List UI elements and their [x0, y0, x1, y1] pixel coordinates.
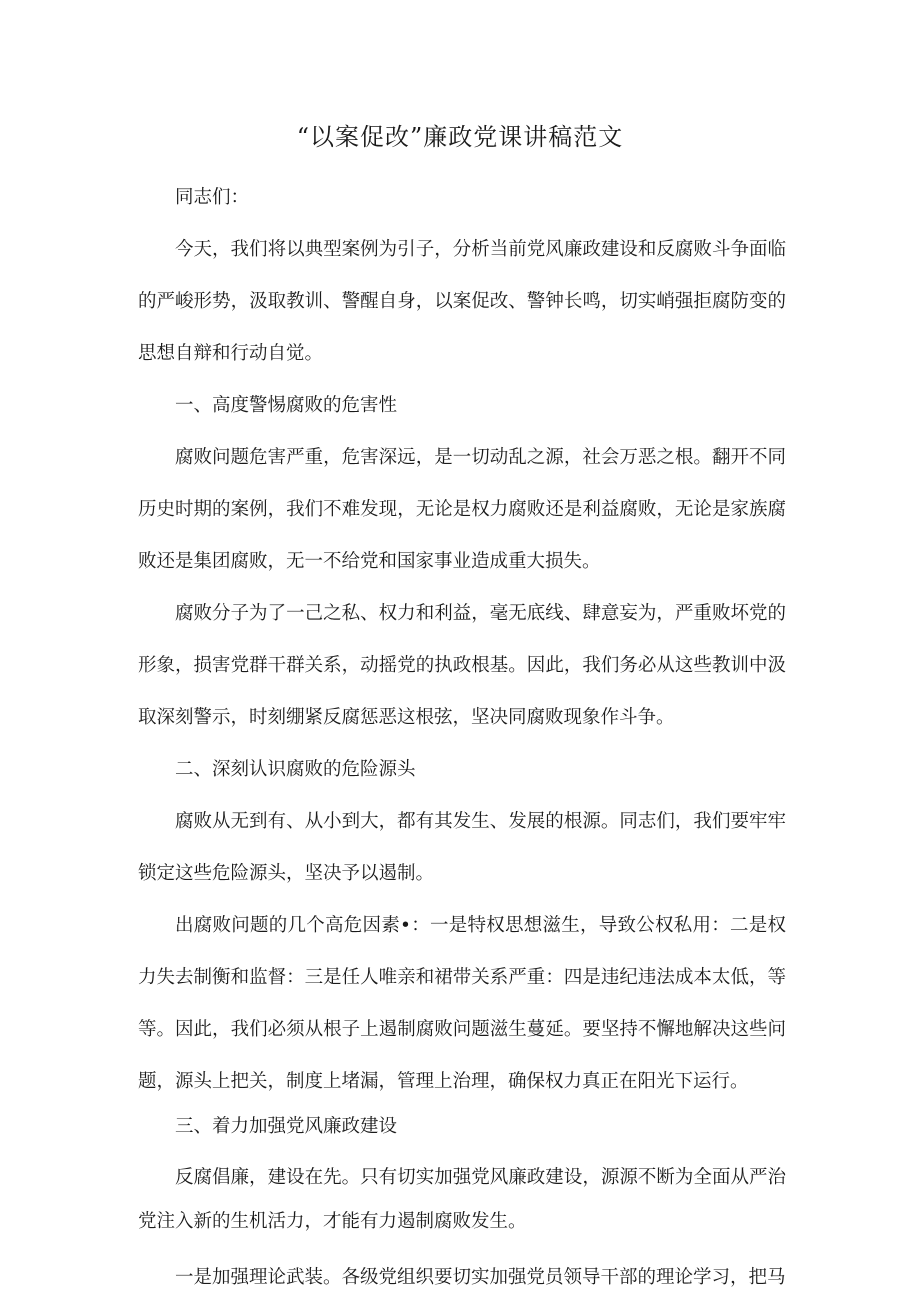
document-body: [138, 172, 786, 1304]
section-1-paragraph-1: 腐败问题危害严重，危害深远，是一切动乱之源，社会万恶之根。翻开不同历史时期的案例，我们不难发现，无论是权力腐败还是利益腐败，无论是家族腐败还是集团腐败，无一不给党和国家事业造成重大损失。: [138, 447, 786, 572]
section-1-heading: 一、高度警惕腐败的危害性: [175, 395, 398, 416]
section-3-heading: 三、着力加强党风廉政建设: [175, 1116, 398, 1137]
section-2-paragraph-2: 出腐败问题的几个高危因素•：一是特权思想滋生，导致公权私用：二是权力失去制衡和监督：三是任人唯亲和裙带关系严重：四是违纪违法成本太低，等等。因此，我们必须从根子上遏制腐败问题滋生蔓延。要坚持不懈地解决这些问题，源头上把关，制度上堵漏，管理上治理，确保权力真正在阳光下运行。: [138, 915, 786, 1092]
document-title: “以案促改”廉政党课讲稿范文: [296, 123, 624, 151]
salutation: 同志们：: [175, 187, 250, 208]
section-2-paragraph-1: 腐败从无到有、从小到大，都有其发生、发展的根源。同志们，我们要牢牢锁定这些危险源头，坚决予以遏制。: [138, 811, 786, 884]
section-2-heading: 二、深刻认识腐败的危险源头: [175, 759, 416, 780]
section-3-paragraph-1: 反腐倡廉，建设在先。只有切实加强党风廉政建设，源源不断为全面从严治党注入新的生机活力，才能有力遏制腐败发生。: [138, 1167, 786, 1232]
section-3-paragraph-2: 一是加强理论武装。各级党组织要切实加强党员领导干部的理论学习，把马: [175, 1267, 786, 1288]
section-1-paragraph-2: 腐败分子为了一己之私、权力和利益，毫无底线、肆意妄为，严重败坏党的形象，损害党群干群关系，动摇党的执政根基。因此，我们务必从这些教训中汲取深刻警示，时刻绷紧反腐惩恶这根弦，坚决同腐败现象作斗争。: [138, 603, 786, 728]
intro-paragraph: 今天，我们将以典型案例为引子，分析当前党风廉政建设和反腐败斗争面临的严峻形势，汲取教训、警醒自身，以案促改、警钟长鸣，切实峭强拒腐防变的思想自辩和行动自觉。: [138, 239, 786, 364]
